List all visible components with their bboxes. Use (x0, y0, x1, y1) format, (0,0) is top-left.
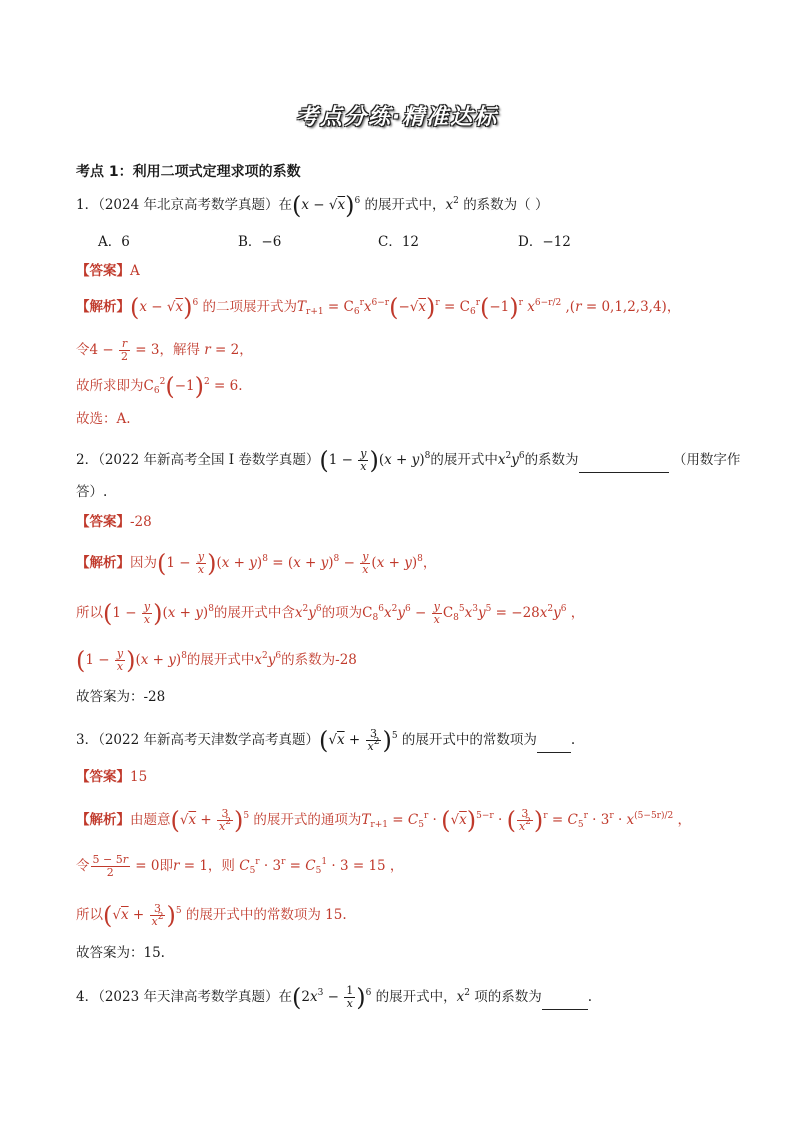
answer-blank[interactable] (537, 738, 571, 753)
answer-blank[interactable] (542, 995, 588, 1010)
question-3-answer: 【答案】15 (76, 769, 148, 785)
question-1-analysis: 【解析】$(x - √x)^6$ 的二项展开式为$T_{r+1} = C_6^rx^{6-r}(-√x)^r = C_6^r(-1)^r$ $x^{6-r/2}$ ,(r = 0,1,2,3,4)， (76, 293, 681, 322)
question-3-conclusion: 故答案为：15. (76, 945, 165, 961)
question-1-analysis-line-2: 令4 − $\frac{r}{2}$ = 3，解得 r = 2， (76, 337, 253, 363)
question-2-conclusion: 故答案为：-28 (76, 689, 166, 705)
page-title: 考点分练·精准达标 (295, 105, 499, 130)
question-3-analysis-line-3: 所以(√x + $\frac{3}{x^2}$ )$^5$ 的展开式中的常数项为 15. (76, 901, 347, 930)
question-2-analysis-line-2: 所以(1 − $\frac{y}{x}$ )$(x + y)^8$的展开式中含$x^2y^6$的项为$C_8^6x^2y^6$ − $\frac{y}{x}$ $C_8^5x^3y^5 = -28x^2y^6$ ， (76, 599, 585, 628)
question-3-analysis: 【解析】由题意(√x + $\frac{3}{x^2}$ )$^5$ 的展开式的通项为$T_{r+1} = C_5^r \cdot (√x)^{5-r}$ · ( $\frac{3}{x^2}$ )$^r = C_5^r \cdot 3^r \cdot x^{(5-5r)/2}$ ， (76, 806, 692, 835)
question-2-analysis: 【解析】因为(1 − $\frac{y}{x}$ )$(x + y)^8 = (x + y)^8$ − $\frac{y}{x}$ $(x + y)^8$， (76, 549, 437, 578)
question-2-stem-cont: 答）. (76, 484, 108, 500)
question-1-stem: 1．（2024 年北京高考数学真题）在$(x - √x)^6$ 的展开式中，$x^2$ 的系数为（ ） (76, 191, 549, 220)
option-b[interactable]: B．−6 (238, 234, 282, 250)
question-1-answer: 【答案】A (76, 263, 140, 279)
answer-blank[interactable] (579, 458, 669, 473)
question-4-stem: 4．（2023 年天津高考数学真题）在($2x^3$ − $\frac{1}{x}$ )$^6$ 的展开式中，$x^2$ 项的系数为 . (76, 983, 593, 1012)
question-2-stem: 2．（2022 年新高考全国 I 卷数学真题）(1 − $\frac{y}{x}$ )$(x + y)^8$的展开式中$x^2y^6$的系数为 （用数字作 (76, 446, 741, 475)
question-1-options (98, 233, 571, 251)
option-d[interactable]: D．−12 (518, 234, 571, 250)
question-3-analysis-line-2: 令 $\frac{5 - 5r}{2}$ = 0即r = 1，则 $C_5^r \cdot 3^r = C_5^1 \cdot 3 = 15$ ， (76, 853, 404, 879)
question-1-conclusion: 故选：A. (76, 411, 131, 427)
section-heading: 考点 1：利用二项式定理求项的系数 (76, 164, 301, 180)
question-2-answer: 【答案】-28 (76, 514, 152, 530)
option-c[interactable]: C．12 (378, 234, 420, 250)
question-3-stem: 3．（2022 年新高考天津数学高考真题）(√x + $\frac{3}{x^2}$ )$^5$ 的展开式中的常数项为 . (76, 726, 576, 755)
question-1-analysis-line-3: 故所求即为$C_6^2(-1)^2 = 6$. (76, 372, 243, 401)
question-2-analysis-line-3: (1 − $\frac{y}{x}$ )$(x + y)^8$的展开式中$x^2y^6$的系数为-28 (76, 646, 357, 675)
option-a[interactable]: A．6 (98, 234, 130, 250)
